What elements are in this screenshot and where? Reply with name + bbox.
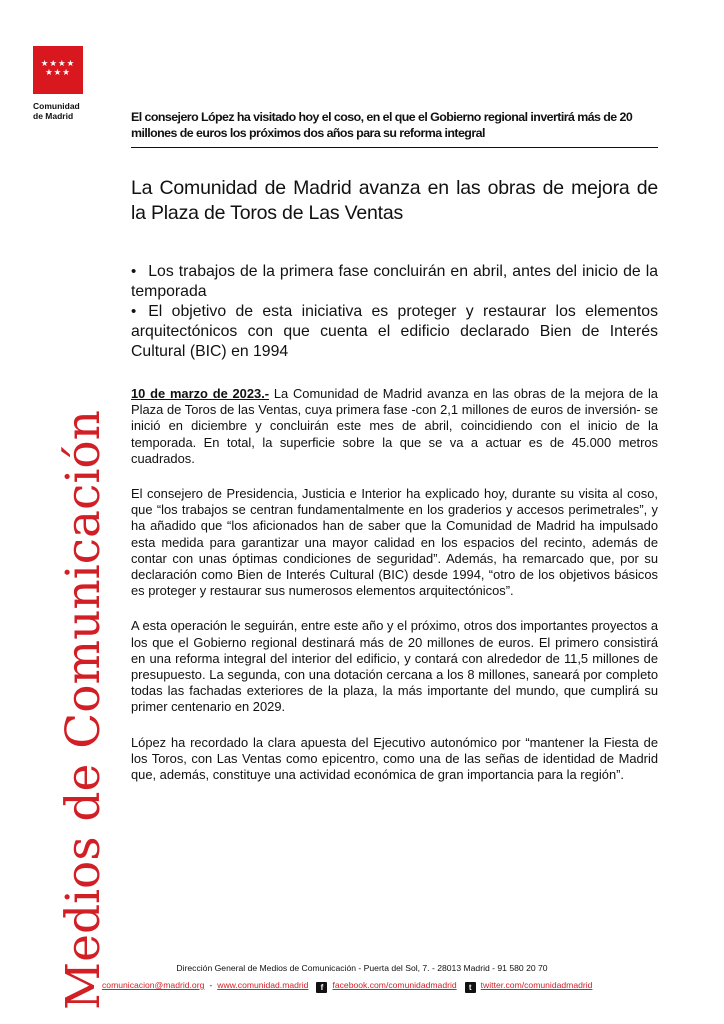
facebook-icon: f [316, 982, 327, 993]
bullet-icon: • [131, 303, 137, 320]
headline: La Comunidad de Madrid avanza en las obras de mejora de la Plaza de Toros de Las Ventas [131, 177, 658, 224]
paragraph-2: El consejero de Presidencia, Justicia e Interior ha explicado hoy, durante su visita al coso, que “los trabajos se centran fundamentalmente en los graderios y accesos perimetrales”, y ha añadido que “los aficionados han de saber que la Comunidad de Madrid ha impulsado esta medida para garantizar una mayor calidad en los espacios del recinto, además de contar con unas óptimas condiciones de seguridad”. Además, ha remarcado que, por su declaración como Bien de Interés Cultural (BIC) desde 1994, “otro de los objetivos básicos es proteger y restaurar sus numerosos elementos arquitectónicos”. [131, 486, 658, 599]
paragraph-1-text: La Comunidad de Madrid avanza en las obras de la mejora de la Plaza de Toros de las Ventas, cuya primera fase -con 2,1 millones de euros de inversión- se inició en diciembre y concluirán este mes de abril, coincidiendo con el inicio de la temporada. En total, la superficie sobre la que se va a actuar es de 45.000 metros cuadrados. [131, 386, 658, 466]
highlights-list [131, 262, 658, 362]
footer-address: Dirección General de Medios de Comunicación - Puerta del Sol, 7. - 28013 Madrid - 91 580 20 70 [176, 963, 548, 973]
article-body [131, 386, 658, 802]
highlight-item [131, 262, 658, 302]
logo-stars [33, 60, 83, 78]
logo-text-line1: Comunidad [33, 101, 80, 111]
logo-text-line2: de Madrid [33, 111, 74, 121]
bullet-icon: • [131, 263, 137, 280]
subheading: El consejero López ha visitado hoy el coso, en el que el Gobierno regional invertirá más de 20 millones de euros los próximos dos años para su reforma integral [131, 110, 633, 140]
email-link[interactable]: comunicacion@madrid.org [102, 980, 205, 990]
website-link[interactable]: www.comunidad.madrid [217, 980, 309, 990]
twitter-link[interactable]: twitter.com/comunidadmadrid [480, 980, 593, 990]
paragraph-1 [131, 386, 658, 467]
facebook-link[interactable]: facebook.com/comunidadmadrid [332, 980, 457, 990]
paragraph-3: A esta operación le seguirán, entre este año y el próximo, otros dos importantes proyectos a los que el Gobierno regional destinará más de 20 millones de euros. El primero consistirá en una reforma integral del interior del edificio, y contará con alrededor de 11,5 millones de presupuesto. La segunda, con una dotación cercana a los 8 millones, saneará por completo todas las fachadas exteriores de la plaza, la más importante del mundo, que cumplirá su primer centenario en 2029. [131, 618, 658, 715]
highlight-text: El objetivo de esta iniciativa es proteger y restaurar los elementos arquitectónicos con que cuenta el edificio declarado Bien de Interés Cultural (BIC) en 1994 [131, 303, 658, 360]
twitter-icon: t [465, 982, 476, 993]
logo-stars-row1: ★★★★ [40, 59, 76, 69]
comunidad-madrid-logo [33, 46, 83, 94]
header-rule [131, 147, 658, 148]
footer-separator: - [209, 980, 213, 990]
highlight-item [131, 302, 658, 362]
footer-links [102, 980, 592, 993]
dateline: 10 de marzo de 2023.- [131, 386, 270, 401]
logo-text [33, 101, 80, 121]
vertical-title-text [58, 410, 110, 1010]
paragraph-4: López ha recordado la clara apuesta del Ejecutivo autonómico por “mantener la Fiesta de los Toros, con Las Ventas como epicentro, como una de las señas de identidad de Madrid que, además, constituye una actividad económica de gran importancia para la región”. [131, 734, 658, 783]
logo-stars-row2: ★★★ [45, 68, 71, 78]
vertical-title-part2: Comunicación [56, 410, 111, 749]
vertical-title-part1: Medios de [56, 763, 111, 1010]
highlight-text: Los trabajos de la primera fase concluirán en abril, antes del inicio de la temporada [131, 263, 658, 300]
